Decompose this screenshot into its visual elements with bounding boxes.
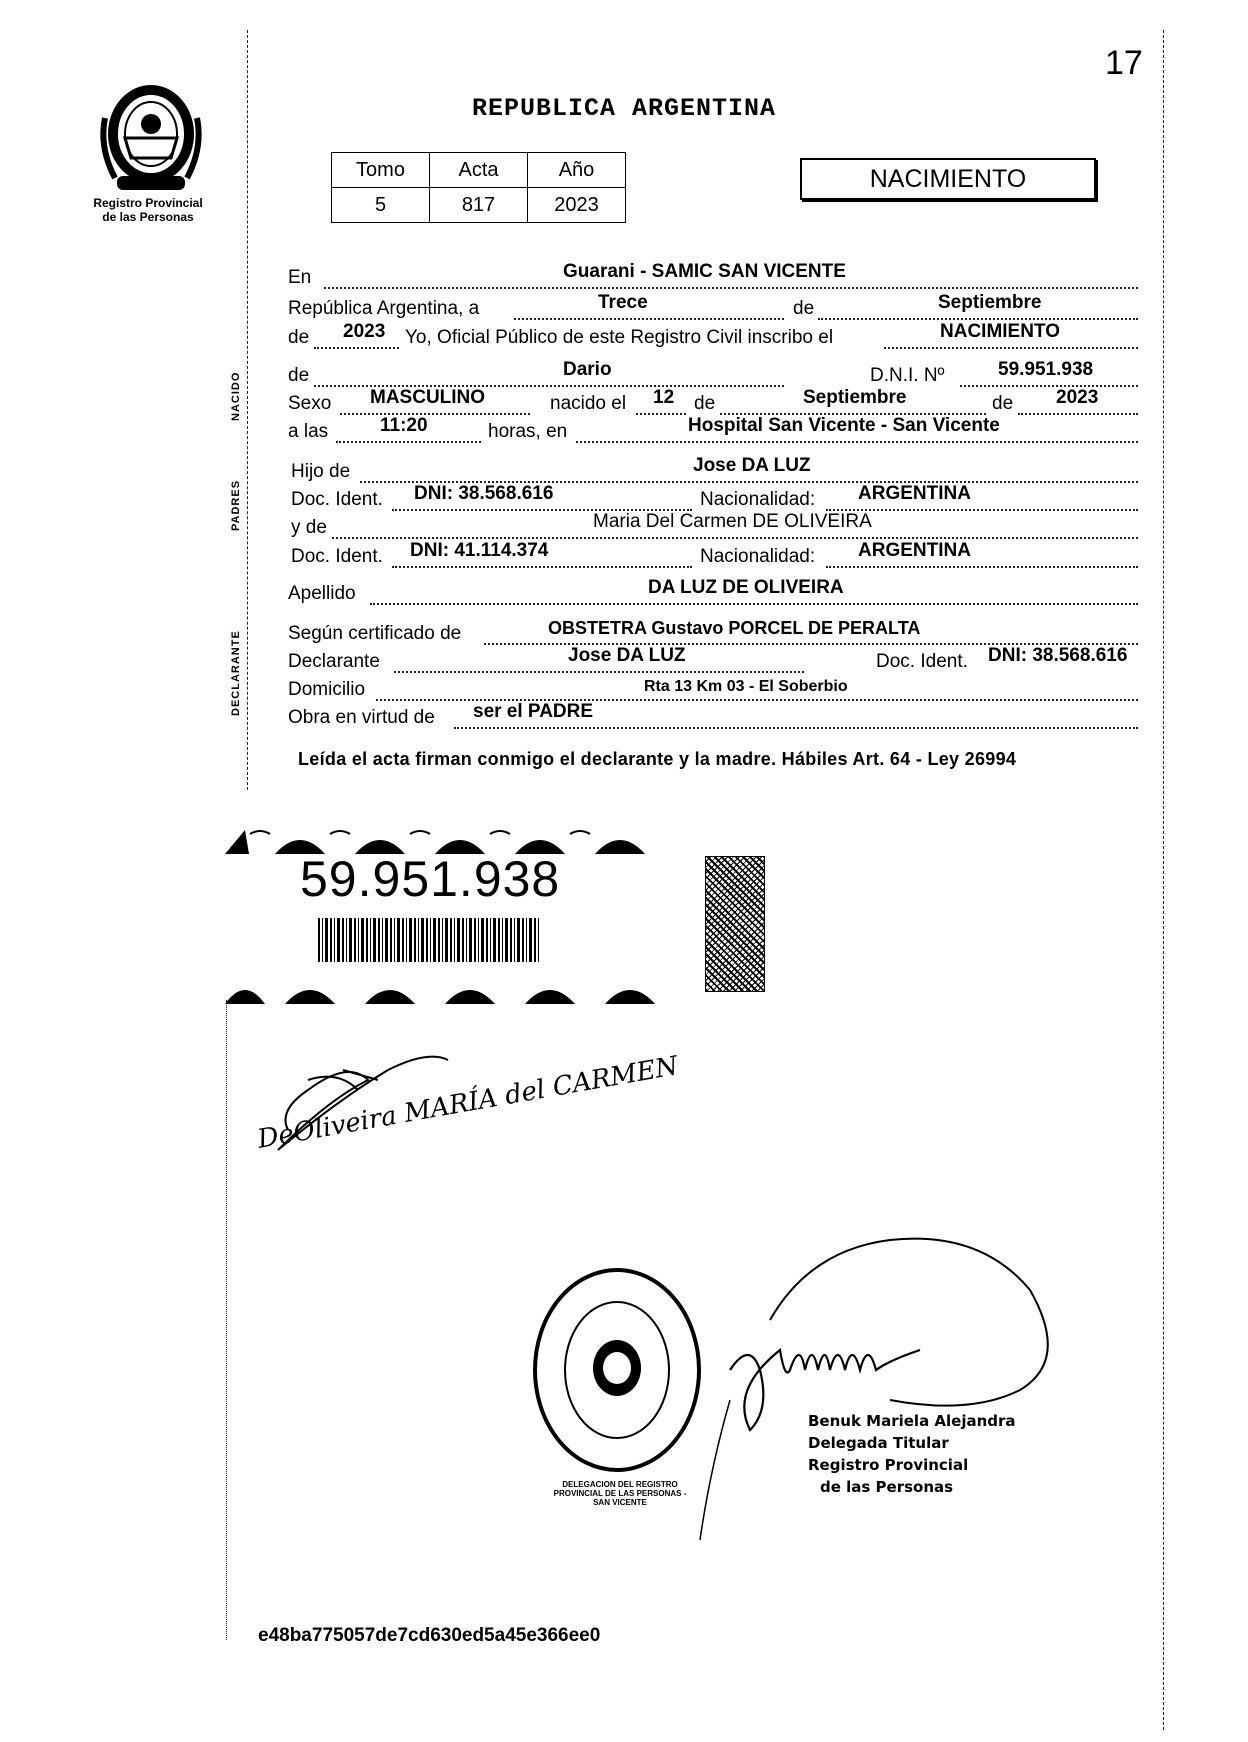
row-place (288, 261, 1138, 292)
father-nationality-value: ARGENTINA (858, 483, 971, 504)
doc-ident-label-3: Doc. Ident. (876, 651, 968, 672)
de-label-4: de (694, 393, 716, 414)
birth-day-value: 12 (653, 387, 675, 408)
surname-value: DA LUZ DE OLIVEIRA (648, 577, 844, 598)
record-type-box: NACIMIENTO (800, 158, 1096, 200)
acta-header: Acta (430, 153, 528, 188)
tomo-value: 5 (332, 188, 430, 223)
row-obra (288, 701, 1138, 732)
republica-label: República Argentina, a (288, 298, 480, 319)
left-margin-line-lower (226, 1000, 227, 1640)
birth-year-value: 2023 (1056, 387, 1099, 408)
father-doc-value: DNI: 38.568.616 (414, 483, 554, 504)
side-label-declarante: DECLARANTE (230, 630, 242, 716)
de-label-5: de (992, 393, 1014, 414)
father-name-value: Jose DA LUZ (693, 455, 811, 476)
round-stamp (525, 1260, 710, 1480)
row-time-place (288, 415, 1138, 446)
hijo-de-label: Hijo de (291, 461, 351, 482)
birth-month-value: Septiembre (803, 387, 907, 408)
address-value: Rta 13 Km 03 - El Soberbio (644, 678, 848, 695)
row-inscription (288, 321, 1138, 352)
acta-value: 817 (430, 188, 528, 223)
obra-value: ser el PADRE (473, 701, 594, 722)
left-margin-line (247, 30, 248, 790)
certificado-label: Según certificado de (288, 623, 462, 644)
mother-doc-value: DNI: 41.114.374 (410, 540, 549, 561)
official-stamp: Benuk Mariela Alejandra Delegada Titular Registro Provincial de las Personas (808, 1412, 1016, 1496)
nacionalidad-label: Nacionalidad: (700, 489, 816, 510)
row-declarant (288, 645, 1138, 676)
row-surname (288, 577, 1138, 608)
anio-header: Año (528, 153, 626, 188)
domicilio-label: Domicilio (288, 679, 366, 700)
de-label: de (793, 298, 815, 319)
month-value: Septiembre (938, 292, 1042, 313)
mother-name-value: Maria Del Carmen DE OLIVEIRA (593, 511, 872, 532)
page-number: 17 (1105, 44, 1143, 82)
mother-handwritten-name: DeOliveira MARÍA del CARMEN (255, 1051, 681, 1155)
document-hash: e48ba775057de7cd630ed5a45e366ee0 (258, 1625, 601, 1646)
day-word-value: Trece (598, 292, 648, 313)
declarant-value: Jose DA LUZ (568, 645, 686, 666)
obra-label: Obra en virtud de (288, 707, 435, 728)
row-address (288, 676, 1138, 704)
sexo-label: Sexo (288, 393, 332, 414)
id-number: 59.951.938 (300, 851, 561, 907)
fingerprint-strip-bottom (225, 976, 665, 1004)
mother-nationality-value: ARGENTINA (858, 540, 971, 561)
official-signature (690, 1230, 1150, 1550)
side-label-nacido: NACIDO (230, 371, 242, 421)
place-value: Guarani - SAMIC SAN VICENTE (563, 261, 846, 282)
nacido-el-label: nacido el (550, 393, 627, 414)
side-label-padres: PADRES (230, 479, 242, 531)
row-mother-doc (288, 540, 1138, 571)
year-value: 2023 (343, 321, 386, 342)
barcode (318, 918, 540, 962)
child-name-value: Dario (563, 359, 612, 380)
declarant-doc-value: DNI: 38.568.616 (988, 645, 1128, 666)
inscribo-text: Yo, Oficial Público de este Registro Civil inscribo el (405, 327, 834, 348)
doc-ident-label: Doc. Ident. (291, 489, 383, 510)
certificate-value: OBSTETRA Gustavo PORCEL DE PERALTA (548, 618, 921, 638)
apellido-label: Apellido (288, 583, 356, 604)
child-dni-value: 59.951.938 (998, 359, 1094, 380)
dni-label: D.N.I. Nº (870, 365, 945, 386)
de-label-3: de (288, 365, 310, 386)
right-margin-line (1163, 30, 1164, 1730)
a-las-label: a las (288, 421, 329, 442)
doc-ident-label-2: Doc. Ident. (291, 546, 383, 567)
nacionalidad-label-2: Nacionalidad: (700, 546, 816, 567)
tomo-header: Tomo (332, 153, 430, 188)
declarante-label: Declarante (288, 651, 380, 672)
anio-value: 2023 (528, 188, 626, 223)
document-title: REPUBLICA ARGENTINA (471, 94, 777, 123)
registry-caption: Registro Provincial de las Personas (93, 196, 203, 224)
legal-text: Leída el acta firman conmigo el declarante y la madre. Hábiles Art. 64 - Ley 26994 (298, 749, 1017, 769)
event-value: NACIMIENTO (940, 321, 1060, 342)
de-label-2: de (288, 327, 310, 348)
horas-en-label: horas, en (488, 421, 568, 442)
birth-time-value: 11:20 (380, 415, 428, 436)
security-hologram (705, 856, 765, 992)
birth-place-value: Hospital San Vicente - San Vicente (688, 415, 1000, 436)
en-label: En (288, 267, 312, 288)
round-stamp-text: DELEGACION DEL REGISTRO PROVINCIAL DE LAS PERSONAS - SAN VICENTE (553, 1480, 687, 1507)
y-de-label: y de (291, 517, 327, 538)
sex-value: MASCULINO (370, 387, 486, 408)
record-table (331, 152, 626, 223)
